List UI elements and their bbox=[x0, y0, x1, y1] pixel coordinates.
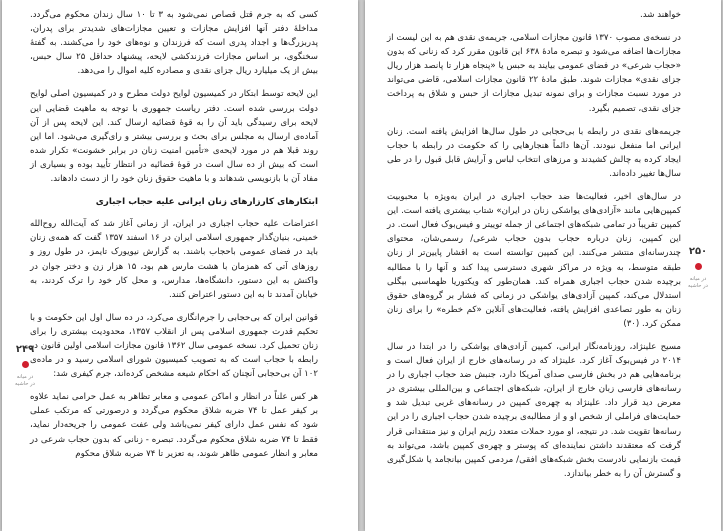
right-page bbox=[365, 0, 721, 531]
section-heading: ابتکارهای کارزارهای زنان ایرانی علیه حجاب اجباری bbox=[95, 197, 318, 208]
paragraph: جریمه‌های نقدی در رابطه با بی‌حجابی در طول سال‌ها افزایش یافته است. زنان ایرانی اما منفعل نبودند. آن‌ها دائماً هنجارهایی را که حکومت در رابطه با حجاب ایجاد کرده به چالش کشیدند و مرزهای انتخاب لباس و آرایش قابل قبول را در طی سال‌ها تغییر داده‌اند. bbox=[387, 126, 681, 179]
red-dot-icon bbox=[22, 361, 29, 368]
paragraph: این لایحه توسط ابتکار در کمیسیون لوایح دولت مطرح و در کمیسیون اصلی لوایح دولت بررسی شده است. دفتر ریاست جمهوری با توجه به ماهیت قضایی این لایحه برای رسیدگی باید آن را به قوهٔ قضائیه ارسال کند. این لایحه پس از آن آماده‌ی ارسال به مجلس برای بحث و بررسی بیشتر و رای‌گیری می‌شود. اما این روند قبلا هم در مورد لایحه‌ی «تأمین امنیت زنان در برابر خشونت» تکرار شده است که بیش از ده سال است در قوهٔ قضائیه در انتظار تأیید بوده و بسیاری از مفاد آن با بازنویسی شدهاند و با ماهیت حقوق زنان خود را از دست دادهاند. bbox=[30, 89, 318, 185]
paragraph: کسی که به جرم قتل قصاص نمی‌شود به ۳ تا ۱۰ سال زندان محکوم می‌گردد. مداخلهٔ دفتر آنها افزایش مجازات و تعیین مجازات‌های شدیدتر برای پدران، پدربزرگ‌ها و اجداد پدری است که فرزندان و نوه‌های خود را می‌کشند. به گفتهٔ سخنگوی، بر اساس مجازات فرزندکشی لایحه، پیشنهاد حداقل ۲۵ سال حبس، بیش از یک میلیارد ریال جزای نقدی و مصادره کلیه اموال را می‌دهد. bbox=[30, 10, 318, 77]
paragraph: در نسخه‌ی مصوب ۱۳۷۰ قانون مجازات اسلامی، جریمه‌ی نقدی هم به این لیست از مجازات‌ها اضافه می‌شود و تبصره مادهٔ ۶۳۸ این قانون مقرر کرد که زنانی که بدون «حجاب شرعی» در فضای عمومی بیایند به حبس یا «پنجاه هزار تا پانصد هزار ریال جزای نقدی» مجازات شوند. طبق مادهٔ ۲۲ قانون مجازات اسلامی، قاضی می‌تواند در مورد نسبت مجازات و برای نمونه تبدیل مجازات از حبس و شلاق به پرداخت جزای نقدی، تصمیم بگیرد. bbox=[387, 33, 681, 114]
page-caption: در حاشیه bbox=[15, 380, 35, 387]
page-caption: در حاشیه bbox=[688, 282, 708, 289]
right-page-text bbox=[387, 8, 681, 531]
paragraph: خواهند شد. bbox=[640, 10, 681, 20]
page-number: ۲۵۰ bbox=[688, 246, 708, 257]
page-marker bbox=[679, 246, 717, 289]
red-dot-icon bbox=[695, 263, 702, 270]
page-caption: در میانه bbox=[16, 374, 34, 380]
paragraph: هر کس علناً در انظار و اماکن عمومی و معابر تظاهر به عمل حرامی نماید علاوه بر کیفر عمل تا ۷۴ ضربه شلاق محکوم می‌گردد و درصورتی که مرتکب عملی شود که نفس عمل دارای کیفر نمی‌باشد ولی عفت عمومی را جریحه‌دار نماید، فقط تا ۷۴ ضربه شلاق محکوم می‌گردد. تبصره - زنانی که بدون حجاب شرعی در معابر و انظار عمومی ظاهر شوند، به تعزیر تا ۷۴ ضربه شلاق محکوم bbox=[30, 392, 318, 459]
paragraph: اعتراضات علیه حجاب اجباری در ایران، از زمانی آغاز شد که آیت‌الله روح‌الله خمینی، بنیان‌گذار جمهوری اسلامی ایران در ۱۶ اسفند ۱۳۵۷ گفت که همه‌ی زنان باید در فضای عمومی باحجاب باشند. به گزارش نیویورک تایمز، در طول روز و روزهای آتی که همزمان با هشت مارس هم بود، ۱۵ هزار زن و دختر جوان در واکنش به این دستور، دانشگاه‌ها، مدارس، و محل کار خود را ترک کردند، به خیابان آمدند تا به این دستور اعتراض کنند. bbox=[30, 219, 318, 300]
page-caption: در میانه bbox=[689, 276, 707, 282]
page-marker bbox=[6, 344, 44, 387]
left-page bbox=[2, 0, 358, 531]
left-page-text bbox=[30, 8, 318, 531]
page-number: ۲۴۹ bbox=[15, 344, 35, 355]
paragraph: قوانین ایران که بی‌حجابی را جرم‌انگاری می‌کرد، در ده سال اول این حکومت و با تحکیم قدرت جمهوری اسلامی پس از انقلاب ۱۳۵۷، محدودیت بیشتری را برای زنان تحمیل کرد. نسخه عمومی سال ۱۳۶۲ قانون مجازات اسلامی اولین قانون در رابطه با حجاب است که به تصویب کمیسیون شورای اسلامی رسید و در ماده‌ی ۱۰۲ آن بی‌حجابی آنچنان که احکام شیعه مشخص کرده‌اند، جرم کیفری شد: bbox=[30, 312, 319, 380]
paragraph: مسیح علینژاد، روزنامه‌نگار ایرانی، کمپین آزادی‌های یواشکی را در ابتدا در سال ۲۰۱۴ در فیس‌بوک آغاز کرد. علینژاد که در رسانه‌های خارج از ایران فعال است و برنامه‌هایی هم در بخش فارسی صدای آمریکا دارد، جنبش ضد حجاب اجباری را در رسانه‌های فارسی زبان خارج از ایران، شبکه‌های اجتماعی و بین‌المللی بیشتری در معرض دید قرار داد. علینژاد به چهره‌ی کمپین در رسانه‌های غربی تبدیل شد و حمایت‌های فراملی از شخص او و از مطالبه‌ی برچیده شدن حجاب اجباری را در این رسانه‌ها تقویت شد. در نتیجه، او مورد حملات متعدد رژیم ایران و نیز منتقدانی قرار گرفت که معتقدند داشتن نماینده‌ای که پوستر و چهره‌ی کمپین باشد، می‌تواند به قیمت بازنمایی نادرست بخش شبکه‌های افقی/ مردمی کمپین بیانجامد یا شکل‌گیری و گسترش آن را به خطر بیاندازد. bbox=[387, 341, 681, 479]
paragraph: در سال‌های اخیر، فعالیت‌ها ضد حجاب اجباری در ایران به‌ویژه با محبوبیت کمپین‌هایی مانند «آزادی‌های یواشکی زنان در ایران» شتاب بیشتری یافته است. این کمپین تقریباً در تمامی شبکه‌های اجتماعی از جمله توییتر و فیس‌بوک فعال است. در این کمپین، زنان درباره حجاب بدون حجاب شرعی/ رسمی‌شان، محتوای چندرسانه‌ای منتشر می‌کنند. این کمپین توانسته است به اقشار پایین‌تر از زنان طبقه متوسط، به ویژه در مراکز شهری دسترسی پیدا کند و آنها را با مطالبه برچیده شدن حجاب اجباری همراه کند. همان‌طور که ویکتوریا ظهماسبی بیگلی استدلال می‌کند، کمپین آزادی‌های یواشکی در زمانی که فشار بر گروه‌های حقوق زنان به طور تصاعدی افزایش یافته، فعالیت‌های آنلاین «کم خطره» را برای زنان ممکن کرد. (۳۰) bbox=[387, 192, 681, 329]
